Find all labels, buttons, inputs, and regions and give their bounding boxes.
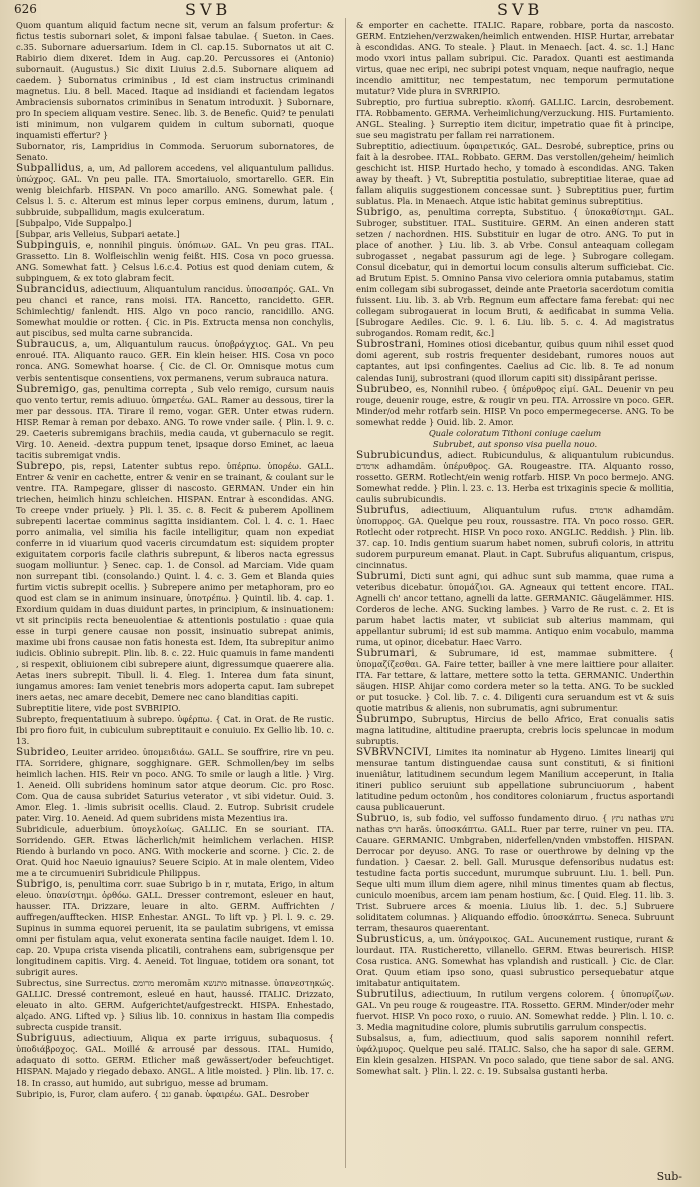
dictionary-entry bbox=[356, 384, 674, 428]
dictionary-entry bbox=[356, 428, 674, 439]
dictionary-entry bbox=[356, 989, 674, 1033]
entry-text: , as, penultima correpta, Substituo. { ὑποκαθίστημι. GAL. Subroger, substituer. ITAL. Sustituire. GERM. An einen anderen statt setzen / nachordnen. HIS. Substituir en lugar de otro. ANG. To put in place of another. } Liu. lib. 3. ab Vrbe. Consul anteaquam collegam subrogasset , negabat passurum agi de lege. } Subrogare collegam. Consul dicebatur, qui in demortui locum consulis alterum sufficiebat. Cic. ad Brutum Epist. 5. Omnino Pansa vivo celeriora omnia putabamus, statim enim collegam sibi subrogasset, deinde ante Praetoria sacerdotum comitia fuissent. Liu. lib. 3. ab Vrb. Regnum eum affectare fama ferebat: qui nec collegam subrogauerat in locum Bruti, & aedificabat in summa Velia. [Subrogare Aediles. Cic. 9. l. 6. Liu. lib. 5. c. 4. Ad magistratus subrogandos. Romam redit, &c.] bbox=[356, 207, 674, 339]
entry-text: Subreptitie litere, vide post SVBRIPIO. bbox=[16, 702, 181, 713]
entry-headword: Subremigo bbox=[16, 382, 77, 395]
entry-headword: Subrufus bbox=[356, 503, 407, 516]
dictionary-entry bbox=[356, 813, 674, 934]
entry-headword: Subrancidus bbox=[16, 283, 86, 296]
entry-headword: Subrusticus bbox=[356, 933, 422, 946]
entry-text: Subornator, ris, Lampridius in Commoda. Seruorum subornatores, de Senato. bbox=[16, 141, 334, 163]
dictionary-entry bbox=[356, 207, 674, 339]
dictionary-entry bbox=[16, 163, 334, 218]
page-number: 626 bbox=[14, 2, 37, 16]
entry-headword: SVBRVNCIVI bbox=[356, 746, 429, 759]
dictionary-entry bbox=[16, 461, 334, 703]
entry-text: , Homines otiosi dicebantur, quibus quum nihil esset quod domi agerent, sub rostris frequenter desidebant, rumores nouos aut captantes, aut ipsi confingentes. Caelius ad Cic. lib. 8. Te ad nonum calendas Iunij, subrostrani (quod illorum capiti sit) dissipârant perisse. bbox=[356, 339, 674, 383]
entry-text: Subsalsus, a, fum, adiectiuum, quod salis saporem nonnihil refert. ὑφάλμυρος. Quelque peu salé. ITALIC. Salso, che ha sapor di sale. GERM. Ein klein gesalzen. HISPAN. Vn poco salado, que tiene sabor de sal. ANG. Somewhat salt. } Plin. l. 22. c. 19. Subsalsa gustanti herba. bbox=[356, 1033, 674, 1077]
entry-text: Subrepto, frequentatiuum à subrepo. ὑφέρπω. { Cat. in Orat. de Re rustic. Ibi pro fioro fuit, in cubiculum subreptitauit e conuiuio. Ex Gellio lib. 10. c. 13. bbox=[16, 713, 334, 747]
dictionary-entry bbox=[356, 934, 674, 989]
dictionary-entry bbox=[16, 1033, 334, 1088]
entry-text: , e, nonnihil pinguis. ὑπόπιων. GAL. Vn peu gras. ITAL. Grassetto. Lin 8. Wolfleischlin wenig feißt. HIS. Cosa vn poco gruessa. ANG. Somewhat fatt. } Celsus l.6.c.4. Potius est quod deniam cutem, & subpinguem, & ex toto glabram fecit. bbox=[16, 240, 334, 284]
entry-text: , Dicti sunt agni, qui adhuc sunt sub mamma, quae ruma a veteribus dicebatur. ὑπομάζιοι. GA. Agneaux qui tettent encore. ITAL. Agnelli ch' ancor tettano, agnelli da latte. GERMANIC. Gäugelämmer. HIS. Corderos de leche. ANG. Sucking lambes. } Varro de Re rust. c. 2. Et is parum habet lactis mater, vt subiiciat sub alterius mammam, qui appellantur subrumi; id est sub mamma. Antiquo enim vocabulo, mamma ruma, ut opinor, dicebatur. Haec Varro. bbox=[356, 570, 674, 647]
entry-text: [Subpar, aris Velleius, Subpari aetate.] bbox=[16, 229, 180, 240]
dictionary-entry bbox=[16, 20, 334, 141]
dictionary-entry bbox=[356, 20, 674, 97]
dictionary-entry bbox=[356, 141, 674, 207]
entry-text: , Limites ita nominatur ab Hygeno. Limites linearij qui mensurae tantum distinguendae causa sunt constituti, & si finitioni inueniâtur, latitudinem secundum legem Manilium acceperunt, in Italia itineri publico seruiunt sub appellatione subrunciuorum , habent latitudine pedum octonûm , hos conditores coloniarum , fructus asportandi causa publicauerunt. bbox=[356, 747, 674, 813]
entry-text: , a, um, Aliquantulum raucus. ὑποβράγχιος. GAL. Vn peu enroué. ITA. Aliquanto rauco. GER. Ein klein heiser. HIS. Cosa vn poco ronca. ANG. Somewhat hoarse. { Cic. de Cl. Or. Omnisque motus cum verbis sententisque consentiens, vox permanens, verum subrauca natura. bbox=[16, 339, 334, 383]
dictionary-entry bbox=[356, 97, 674, 141]
entry-headword: Subrumpo bbox=[356, 712, 414, 725]
dictionary-entry bbox=[16, 218, 334, 229]
dictionary-entry bbox=[356, 714, 674, 747]
dictionary-entry bbox=[16, 141, 334, 163]
entry-text: , a, um, Ad pallorem accedens, vel aliquantulum pallidus. ὑπώχρος. GAL. Vn peu palle. ITA. Smortaiuolo, smortarello. GER. Ein wenig bleichfarb. HISPAN. Vn poco amarillo. ANG. Somewhat pale. { Celsus l. 5. c. Alterum est minus leper corpus eminens, durum, latum , subbruide, subpallidum, magis exulceratum. bbox=[16, 163, 334, 218]
running-head-right: SVB bbox=[497, 0, 544, 19]
entry-text: , & Subrumare, id est, mammae submittere. { ὑπομαζίζεσθαι. GA. Faire tetter, bailler à vne mere laittiere pour allaiter. ITA. Far tettare, & lattare, mettere sotto la tetta. GERMANIC. Underthin säugen. HISP. Ahijar como cordera meter so la tetta. ANG. To be suckled or put tosucke. } Col. lib. 7. c. 4. Diligenti cura seruandum est vt & suis quotie matribus & alienis, non subrumatis, agni subrumentur. bbox=[356, 647, 674, 713]
entry-text: , adiectiuum, Aliquantulum rancidus. ὑποσαπρός. GAL. Vn peu chanci et rance, rans moisi. ITA. Rancetto, rancidetto. GER. Schimlechtig/ fanlendt. HIS. Algo vn poco rancio, rancidillo. ANG. Somewhat mouldie or rotten. { Cic. in Pis. Extructa mensa non conchylis, aut piscibus, sed multa carne subrancida. bbox=[16, 284, 334, 339]
entry-text: , es, Nonnihil rubeo. { ὑπέρυθρος εἰμί. GAL. Deuenir vn peu rouge, deuenir rouge, estre, & rougir vn peu. ITA. Arrossire vn poco. GER. Minder/od mehr rotfarb sein. HISP. Vn poco empermegecerse. ANG. To be somewhat redde } Ouid. lib. 2. Amor. bbox=[356, 383, 674, 427]
dictionary-entry bbox=[16, 284, 334, 339]
dictionary-entry bbox=[16, 384, 334, 461]
entry-text: , is, sub fodio, vel suffosso fundamento diruo. { נתץ nathas נתש nathas הרס harăs. ὑποσκάπτω. GALL. Ruer par terre, ruiner vn peu. ITA. Cauare. GERMANIC. Umbgraben, niderfellen/vnden vmbstoffen. HISPAN. Derrocar por deyuso. ANG. To rase or ouerthrowe by delning vp the fundation. } Caesar. 2. bell. Gall. Murusque defensoribus nudatus est: testudine facta portis succedunt, murumque subruunt. Liu. 1. bell. Pun. Seque ulti mum illum diem agere, nihil minus timentes quam ab flectus, cuniculo moenibus, arcem iam penam hostium, &c. [ Quid. Eleg. 11. lib. 3. Trist. Subruere arces & moenia. Liuius lib. 1. dec. 5.] Subruere soliditatem columnas. } Aliquando effodio. ὑποσκάπτω. Seneca. Subruunt terram, thesauros quaerentant. bbox=[356, 813, 674, 934]
dictionary-entry bbox=[16, 339, 334, 383]
column-divider bbox=[345, 18, 346, 1168]
entry-headword: Subrubeo bbox=[356, 382, 410, 395]
dictionary-entry bbox=[16, 703, 334, 714]
left-column bbox=[16, 20, 334, 1170]
entry-text: , gas, penultima correpta , Sub velo remigo, cursum nauis quo vento tertur, remis adiuuo. ὑπηρετέω. GAL. Ramer au dessous, tirer la mer par dessous. ITA. Tirare il remo, vogar. GER. Unter etwas rudern. HISP. Remar à reman por debaxo. ANG. To rowe vnder saile. { Plin. l. 9. c. 29. Caeteris subremigans brachiis, media cauda, vt gubernaculo se regit. Virg. 10. Aeneid. -dextra puppum tenet, ipsaque dorso Eminet, ac laeua tacitis subremigat vndis. bbox=[16, 383, 334, 460]
dictionary-entry bbox=[16, 1089, 334, 1100]
dictionary-entry bbox=[16, 240, 334, 284]
entry-headword: Subraucus bbox=[16, 338, 75, 351]
entry-text: , Subruptus, Hircius de bello Africo, Erat conualis satis magna latitudine, altitudine praerupta, crebris locis speluncae in modum subruptis. bbox=[356, 713, 674, 747]
entry-headword: Subrubicundus bbox=[356, 448, 440, 461]
dictionary-entry bbox=[16, 714, 334, 747]
running-head bbox=[0, 0, 700, 20]
entry-headword: Subpallidus bbox=[16, 162, 81, 175]
dictionary-entry bbox=[356, 339, 674, 383]
dictionary-entry bbox=[356, 648, 674, 714]
dictionary-entry bbox=[356, 571, 674, 648]
entry-text: , pis, repsi, Latenter subtus repo. ὑπέρπω. ὑπορέω. GALL. Entrer & venir en cachette, entrer & venir en se trainant, & coulant sur le ventre. ITA. Rampegare, glisser di nascosto. GERMAN. Under ein hin triechen, heimlich hinzu schleichen. HISPAN. Entrar à escondidas. ANG. To creepe vnder priuely. } Pli. l. 35. c. 8. Fecit & puberem Apollinem subrepenti lacertae comminus sagitta insidiantem. Col. l. 4. c. 1. Haec porro animalia, vel similia his facile intelligitur, quam non expediat conferre in id viuarium quod vaceris circumdatum est: siquidem propter exiguitatem corporis facile clathris subrepunt, & liberos nacta egressus suogam molliuntur. } Senec. cap. 1. de Consol. ad Marciam. Vide quam non surrepant tibi. (consolando.) Quint. l. 4. c. 3. Gem et Blanda quies furtim victis subrepit ocellis. } Subrepere animo per metaphoram, pro eo quod est clam se in animum insinuare, ὑποτρέπω. } Quintil. lib. 4. cap. 1. Exordium quidam in duas diuidunt partes, in principium, & insinuationem: vt sit principiis recta beneuolentiae & attentionis postulatio : quae quia esse in turpi genere causae non possit, insinuatio subrepat animis, maxime ubi frons causae non fatis honesta est. Idem, Ita subrepitur animo iudicis. Oblinio subrepit. Plin. lib. 8. c. 22. Huic quamuis in fame mandenti , si respexit, obliuionem cibi subrepere aiunt, digressumque quaerere alia. Aetas iners subrepit. Tibull. li. 4. Eleg. 1. Interea dum fata sinunt, iungamus amores: Iam veniet tenebris mors adoperta caput. Iam subrepet iners aetas, nec amare decebit, Demere nec cano blanditias capiti. bbox=[16, 460, 334, 702]
entry-headword: Subriguus bbox=[16, 1032, 73, 1045]
entry-headword: Subrigo bbox=[16, 878, 60, 891]
right-column bbox=[356, 20, 674, 1170]
entry-headword: Subrigo bbox=[356, 206, 400, 219]
catchword: Sub- bbox=[656, 1170, 682, 1183]
entry-headword: Subruo bbox=[356, 812, 396, 825]
entry-text: Subridicule, aduerbium. ὑπογελοίως. GALLIC. En se souriant. ITA. Sorridendo. GER. Etwas lächerlich/mit heimlichem verlachen. HISP. Riendo à burlando vn poco. ANG. With mockerie and scorne. } Cic. 2. de Orat. Quid hoc Naeuio ignauius? Seuere Scipio. At in male olentem, Video me a te circumueniri Subridicule Philippus. bbox=[16, 824, 334, 879]
entry-headword: Subpinguis bbox=[16, 239, 78, 252]
dictionary-entry bbox=[16, 824, 334, 879]
dictionary-entry bbox=[16, 978, 334, 1033]
entry-text: Quale coloratum Tithoni coniuge caelum bbox=[428, 427, 602, 438]
entry-headword: Subrumari bbox=[356, 646, 415, 659]
dictionary-entry bbox=[356, 450, 674, 505]
dictionary-entry bbox=[356, 505, 674, 571]
entry-text: , is, penultima corr. suae Subrigo b in r, mutata, Erigo, in altum eleuo. ὑπανίστημι. ὀρθόω. GALL. Dresser contremont, esleuer en haut, hausser. ITA. Drizzare, leuare in alto. GERM. Auffrichten / auffregen/aufftecken. HISP. Enhestar. ANGL. To lift vp. } Pl. l. 9. c. 29. Supinus in summa equorei peruenit, ita se paulatim subrigens, vt emissa omni per fistulam aqua, velut exonerata sentina facile nauiget. Idem l. 10. cap. 20. Vpupa crista visenda plicatili, contrahens eam, subrigensque per longitudinem capitis. Virg. 4. Aeneid. Tot linguae, totidem ora sonant, tot subrigit aures. bbox=[16, 879, 334, 978]
dictionary-entry bbox=[16, 879, 334, 978]
entry-headword: Subrepo bbox=[16, 459, 63, 472]
entry-text: Subreptitio, adiectiuum. ὑφαιρετικός. GAL. Desrobé, subreptice, prins ou fait à la desrobee. ITAL. Robbato. GERM. Das verstollen/geheim/ heimlich geschicht ist. HISP. Hurtado hecho, y tomado à escondidas. ANG. Taken away by theaft. } Vt, Subreptitia postulatio, subreptitiae literae, quae ad fallam aliquiis suggestionem concessae sunt. } Subreptitius puer, furtim sublatus. Pla. in Menaech. Atque istic habitat geminus subreptitius. bbox=[356, 141, 674, 207]
entry-text: Quom quantum aliquid factum necne sit, verum an falsum profertur: & fictus testis subornari solet, & imponi falsae tabulae. { Sueton. in Caes. c.35. Subornare aduersarium. Idem in Cl. cap.15. Subornatos ut ait C. Rabirio diem dixeret. Idem in Aug. cap.20. Percussores ei (Antonio) subornauit. (Augustus.) Sic dixit Liuius 2.d.5. Subornare aliquem ad caedem. } Subornatus criminibus , Id est ciam instructus criminandi magnetus. Liu. 8 bell. Maced. Itaque ad insidiandi et faciendam legatos Ambraciensis subornatos criminibus in Senatum introduxit. } Subornare, pro In speciem aliquam vestire. Senec. lib. 3. de Benefic. Quid? te penulati isti minimum, non vulgarem quidem in cultum subornati, quoque inquamisti effertur? } bbox=[16, 20, 334, 141]
entry-headword: Subrumi bbox=[356, 569, 404, 582]
entry-headword: Subrutilus bbox=[356, 988, 414, 1001]
entry-text: Subrubet, aut sponso visa puella nouo. bbox=[432, 438, 598, 449]
dictionary-entry bbox=[16, 747, 334, 824]
entry-text: , Leuiter arrideo. ὑπομειδιάω. GALL. Se souffrire, rire vn peu. ITA. Sorridere, ghignare, sogghignare. GER. Schmollen/bey im selbs heimlich lachen. HIS. Reir vn poco. ANG. To smile or laugh a litle. } Virg. 1. Aeneid. Olli subridens hominum sator atque deorum. Cic. pro Rosc. Com. Qua de causa subridet Saturius veterator , vt sibi videtur. Ouid. 3. Amor. Eleg. 1. -limis subrisit ocellis. Claud. 2. Eutrop. Subrisit crudele pater. Virg. 10. Aeneid. Ad quem subridens mista Mezentius ira. bbox=[16, 747, 334, 824]
entry-text: Subrectus, sine Surrectus. מרומם meromām מתנשא mitnasse. ὑπανεστηκώς. GALLIC. Dressé contremont, esleué en haut, haussé. ITALIC. Drizzato, eleuato in alto. GERM. Aufgerichtet/aufgestreckt. HISPA. Enhestado, alçado. ANG. Lifted vp. } Silius lib. 10. connixus in hastam Ilia compedis subrecta cuspide transit. bbox=[16, 978, 334, 1033]
dictionary-entry bbox=[356, 1033, 674, 1077]
entry-text: , adiectiuum, Aliqua ex parte irriguus, subaquosus. { ὑποδιάβροχος. GAL. Moillé & arrousé par dessous. ITAL. Humido, adaquato di sotto. GERM. Etlicher maß gewässert/oder befeuchtiget. HISPAN. Majado y riegado debaxo. ANGL. A litle moisted. } Plin. lib. 17. c. 18. In crasso, aut humido, aut subriguo, messe ad brumam. bbox=[16, 1033, 334, 1088]
entry-text: Subreptio, pro furtiua subreptio. κλοπή. GALLIC. Larcin, desrobement. ITA. Robbamento. GERMA. Verheimlichung/verzuckung. HIS. Furtamiento. ANGL. Stealing. } Surreptio item dicitur, impetratio quae fit à principe, sue seu magistratu per fallam rei narrationem. bbox=[356, 97, 674, 141]
entry-text: Subripio, is, Furor, clam aufero. { גנב ganab. ὑφαιρέω. GAL. Desrober bbox=[16, 1088, 309, 1099]
entry-text: , adiectiuum, Aliquantulum rufus. אדמדם adhamdām. ὑποπυρρος. GA. Quelque peu roux, roussastre. ITA. Vn poco rosso. GER. Rotlecht oder rotprecht. HISP. Vn poco roxo. ANGLIC. Reddish. } Plin. lib. 37. cap. 10. Indis gentium suarum habet nomen, subrufi coloris, in attritu sudorem purpureum emanat. Plaut. in Capt. Subrufus aliquantum, crispus, cincinnatus. bbox=[356, 504, 674, 570]
entry-text: , adiect. Rubicundulus, & aliquantulum rubicundus. אדמדם adhamdām. ὑπέρυθρος. GA. Rougeastre. ITA. Alquanto rosso, rossetto. GERM. Rotlecht/ein wenig rotfarb. HISP. Vn poco bermejo. ANG. Somewhat redde. } Plin. l. 23. c. 13. Herba est trixaginis specie & mollitia, caulis subrubicundis. bbox=[356, 449, 674, 504]
entry-text: , a, um. ὑπάγροικος. GAL. Aucunement rustique, rurant & lourdaut. ITA. Rusticheretto, villanello. GERM. Etwas beurerisch. HISP. Cosa rustica. ANG. Somewhat has vplandish and rusticall. } Cic. de Clar. Orat. Quum etiam ipso sono, quasi subrustico persequebatur atque imitabatur antiquitatem. bbox=[356, 934, 674, 989]
entry-headword: Subrideo bbox=[16, 746, 66, 759]
entry-text: & emporter en cachette. ITALIC. Rapare, robbare, porta da nascosto. GERM. Entziehen/verzwaken/heimlich entwenden. HISP. Hurtar, arrebatar à escondidas. ANG. To steale. } Plaut. in Menaech. [act. 4. sc. 1.] Hanc modo vxori intus pallam subripui. Cic. Paradox. Quanti est aestimanda virtus, quae nec eripi, nec subripi potest vnquam, neque naufragio, neque incendio amittitur, nec tempestatum, nec temporum permutatione mutatur? Vide plura in SVRRIPIO. bbox=[356, 20, 674, 97]
entry-text: [Subpalpo, Vide Suppalpo.] bbox=[16, 218, 132, 229]
entry-text: , adiectiuum, In rutilum vergens colorem. { ὑποπυρίζων. GAL. Vn peu rouge & rougeastre. ITA. Rossetto. GERM. Minder/oder mehr fuervot. HISP. Vn poco roxo, o ruuio. AN. Somewhat redde. } Plin. l. 10. c. 3. Media magnitudine colore, plumis subrutilis garrulum conspectis. bbox=[356, 989, 674, 1033]
entry-headword: Subrostrani bbox=[356, 338, 422, 351]
dictionary-entry bbox=[356, 747, 674, 813]
running-head-left: SVB bbox=[185, 0, 232, 19]
